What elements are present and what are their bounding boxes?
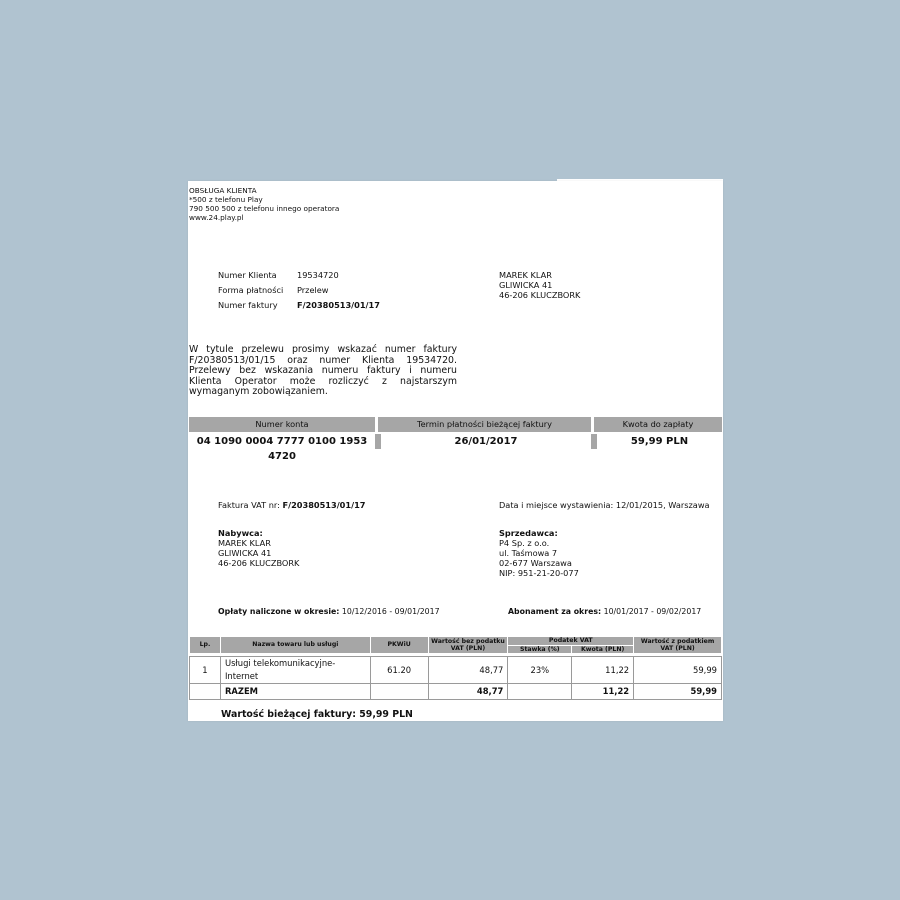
total-empty-cell [370,684,428,700]
seller-street: ul. Taśmowa 7 [499,548,558,558]
invoice-items-table [189,636,722,700]
vat-invoice-number: F/20380513/01/17 [282,500,366,510]
total-tax-amount: 11,22 [572,684,634,700]
header-lp: Lp. [190,637,221,654]
amount-header: Kwota do zapłaty [594,417,722,432]
header-tax-amount: Kwota (PLN) [572,645,634,654]
vat-invoice-label: Faktura VAT nr: [218,500,283,510]
charges-period-value: 10/12/2016 - 09/01/2017 [339,607,440,616]
total-label: RAZEM [220,684,370,700]
recipient-address [499,270,580,300]
seller-nip: NIP: 951-21-20-077 [499,568,579,578]
row-name: Usługi telekomunikacyjne- Internet [220,657,370,684]
header-tax: Podatek VAT [508,637,634,646]
header-gross: Wartość z podatkiem VAT (PLN) [634,637,722,654]
recipient-city: 46-206 KLUCZBORK [499,290,581,300]
row-net: 48,77 [428,657,508,684]
buyer-street: GLIWICKA 41 [218,548,272,558]
customer-service-block [189,186,339,222]
row-gross: 59,99 [634,657,722,684]
header-pkwiu: PKWiU [370,637,428,654]
invoice-number-value: F/20380513/01/17 [297,300,380,310]
account-number-header: Numer konta [189,417,375,432]
buyer-city: 46-206 KLUCZBORK [218,558,300,568]
client-number-label: Numer Klienta [218,270,277,280]
seller-block [499,528,579,578]
issue-date-value: 12/01/2015, Warszawa [615,500,710,510]
subscription-period-value: 10/01/2017 - 09/02/2017 [601,607,702,616]
charges-period [218,607,440,616]
account-number-value: 04 1090 0004 7777 0100 1953 4720 [196,436,368,462]
row-tax-amount: 11,22 [572,657,634,684]
customer-service-title: OBSŁUGA KLIENTA [189,186,257,195]
header-rate: Stawka (%) [508,645,572,654]
due-date-header: Termin płatności bieżącej faktury [378,417,591,432]
payment-form-value: Przelew [297,285,329,295]
header-name: Nazwa towaru lub usługi [220,637,370,654]
table-total-row [190,684,722,700]
row-rate: 23% [508,657,572,684]
charges-period-label: Opłaty naliczone w okresie: [218,607,340,616]
seller-label: Sprzedawca: [499,528,558,538]
subscription-period [508,607,701,616]
buyer-label: Nabywca: [218,528,263,538]
total-gross: 59,99 [634,684,722,700]
invoice-total-value: Wartość bieżącej faktury: 59,99 PLN [221,709,413,720]
customer-service-line1: *500 z telefonu Play [189,195,263,204]
table-row [190,657,722,684]
seller-city: 02-677 Warszawa [499,558,572,568]
invoice-sheet [188,181,723,721]
amount-value: 59,99 PLN [630,436,689,447]
buyer-block [218,528,299,568]
due-date-value: 26/01/2017 [454,436,518,447]
customer-service-website: www.24.play.pl [189,213,244,222]
client-number-value: 19534720 [297,270,339,280]
subscription-period-label: Abonament za okres: [508,607,602,616]
header-net: Wartość bez podatku VAT (PLN) [428,637,508,654]
recipient-street: GLIWICKA 41 [499,280,553,290]
issue-date-line [499,500,710,511]
vat-invoice-line [218,500,365,511]
recipient-name: MAREK KLAR [499,270,552,280]
buyer-name: MAREK KLAR [218,538,271,548]
total-net: 48,77 [428,684,508,700]
payment-notice: W tytule przelewu prosimy wskazać numer faktury F/20380513/01/15 oraz numer Klienta 19534720. Przelewy bez wskazania numeru faktury i numeru Klienta Operator może rozliczyć z najstarszym wymaganym zobowiązaniem. [189,344,457,397]
issue-date-label: Data i miejsce wystawienia: [499,500,616,510]
invoice-number-label: Numer faktury [218,300,278,310]
customer-service-line2: 790 500 500 z telefonu innego operatora [189,204,340,213]
payment-form-label: Forma płatności [218,285,284,295]
row-pkwiu: 61.20 [370,657,428,684]
seller-name: P4 Sp. z o.o. [499,538,550,548]
total-empty-cell [508,684,572,700]
row-lp: 1 [190,657,221,684]
total-empty-cell [190,684,221,700]
